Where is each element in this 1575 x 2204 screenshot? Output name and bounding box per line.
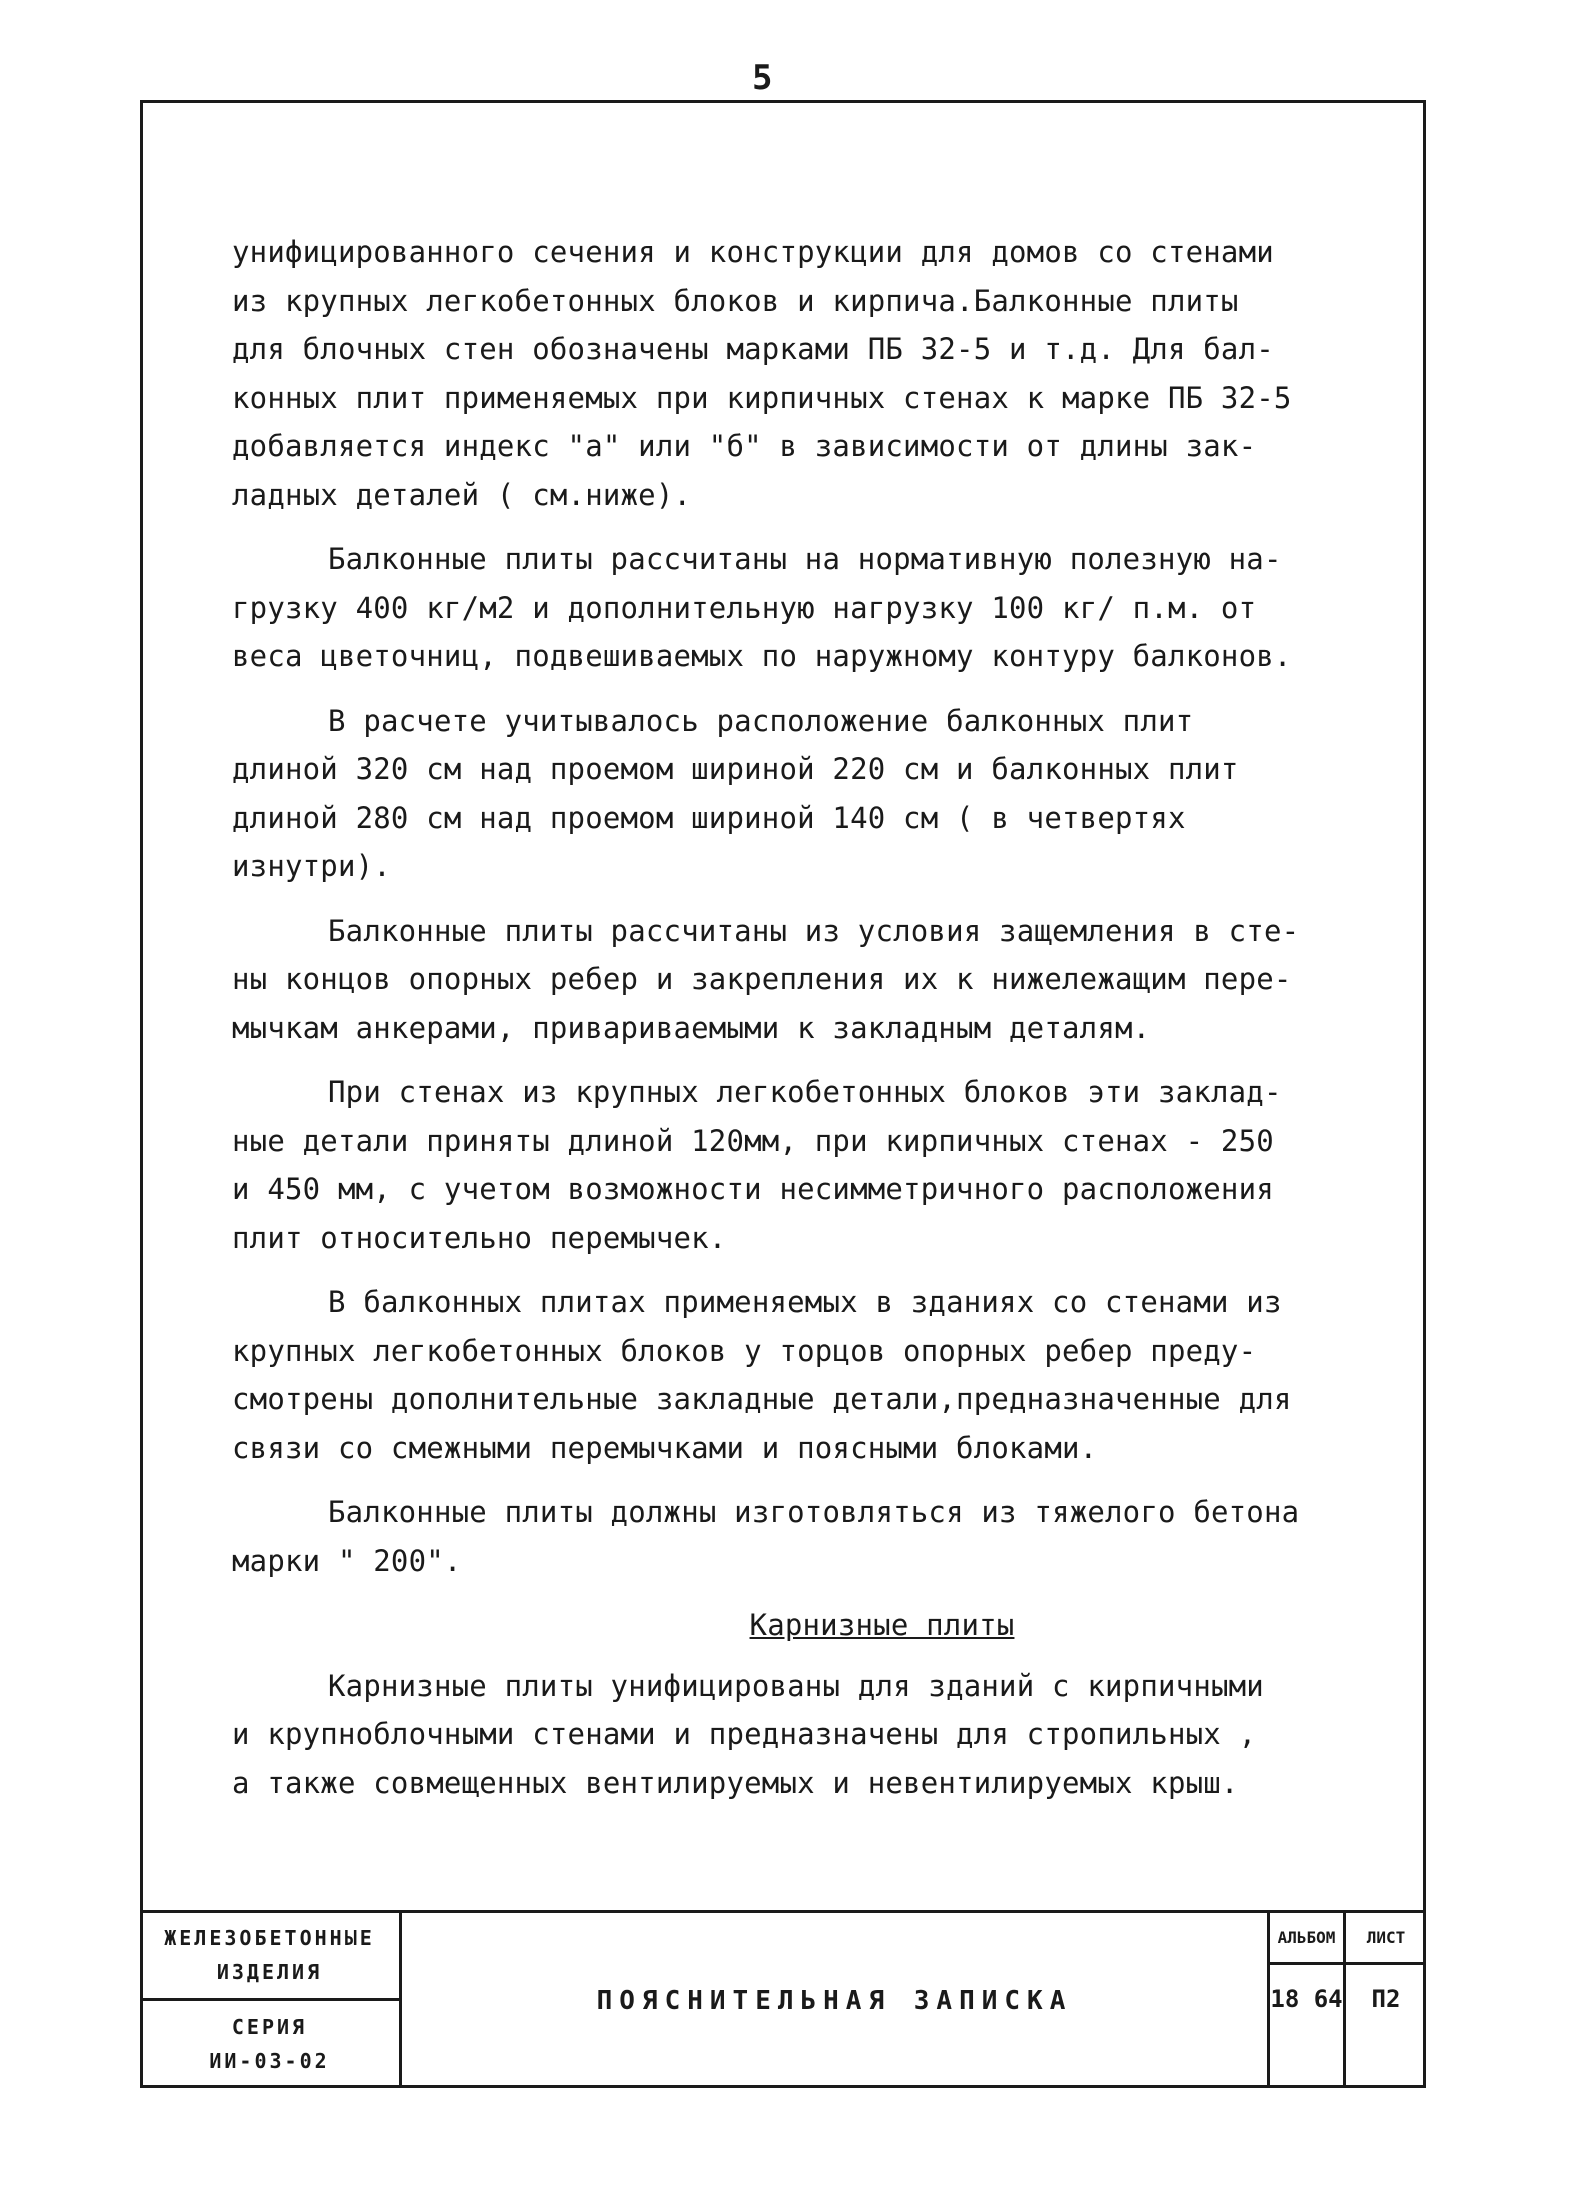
document-body	[232, 228, 1392, 1823]
text-line: изнутри).	[232, 849, 391, 883]
text-line: крупных легкобетонных блоков у торцов опорных ребер преду-	[232, 1333, 1257, 1368]
text-line: Балконные плиты рассчитаны из условия защемления в сте-	[328, 913, 1300, 948]
text-line: для блочных стен обозначены марками ПБ 32-5 и т.д. Для бал-	[232, 332, 1274, 366]
section-paragraph	[232, 1662, 1392, 1808]
text-line: грузку 400 кг/м2 и дополнительную нагрузку 100 кг/ п.м. от	[232, 590, 1257, 625]
text-line: При стенах из крупных легкобетонных блоков эти заклад-	[328, 1075, 1282, 1109]
title-block-series-code	[140, 2001, 399, 2089]
text-line: связи со смежными перемычками и поясными блоками.	[232, 1430, 1098, 1465]
text-line: Карнизные плиты унифицированы для зданий с кирпичными	[328, 1668, 1264, 1703]
page-number: 5	[752, 58, 773, 98]
text-line: ИЗДЕЛИЯ	[216, 1960, 323, 1985]
sheet-label: ЛИСТ	[1346, 1913, 1426, 1965]
text-line: и 450 мм, с учетом возможности несимметричного расположения	[232, 1172, 1274, 1206]
text-line: и крупноблочными стенами и предназначены для стропильных ,	[232, 1717, 1257, 1751]
text-line: конных плит применяемых при кирпичных стенах к марке ПБ 32-5	[232, 380, 1292, 415]
paragraph-1	[232, 228, 1392, 519]
text-line: из крупных легкобетонных блоков и кирпича.Балконные плиты	[232, 283, 1239, 318]
paragraph-4	[232, 907, 1392, 1053]
text-line: ладных деталей ( см.ниже).	[232, 477, 692, 512]
title-block-album	[1270, 1913, 1346, 2088]
text-line: смотрены дополнительные закладные детали,предназначенные для	[232, 1382, 1292, 1416]
text-line: длиной 280 см над проемом шириной 140 см ( в четвертях	[232, 800, 1186, 835]
document-title: ПОЯСНИТЕЛЬНАЯ ЗАПИСКА	[402, 1913, 1270, 2088]
text-line: добавляется индекс "а" или "б" в зависимости от длины зак-	[232, 429, 1257, 463]
text-line: Балконные плиты рассчитаны на нормативную полезную на-	[328, 542, 1282, 576]
text-line: ИИ-03-02	[209, 2049, 330, 2074]
paragraph-7	[232, 1488, 1392, 1585]
paragraph-5	[232, 1068, 1392, 1262]
section-title: Карнизные плиты	[749, 1608, 1015, 1642]
text-line: ЖЕЛЕЗОБЕТОННЫЕ	[164, 1926, 375, 1951]
title-block	[140, 1910, 1426, 2088]
album-value: 18 64	[1270, 1985, 1343, 2013]
text-line: ные детали приняты длиной 120мм, при кирпичных стенах - 250	[232, 1123, 1274, 1158]
sheet-value: П2	[1371, 1985, 1401, 2013]
text-line: веса цветочниц, подвешиваемых по наружному контуру балконов.	[232, 639, 1292, 673]
text-line: марки " 200".	[232, 1543, 462, 1578]
text-line: ны концов опорных ребер и закрепления их к нижележащим пере-	[232, 962, 1292, 996]
title-block-product-type	[140, 1913, 399, 2001]
title-block-sheet	[1346, 1913, 1426, 2088]
text-line: В расчете учитывалось расположение балконных плит	[328, 703, 1194, 738]
text-line: СЕРИЯ	[231, 2015, 308, 2040]
text-line: Балконные плиты должны изготовляться из тяжелого бетона	[328, 1495, 1300, 1529]
text-line: а также совмещенных вентилируемых и невентилируемых крыш.	[232, 1765, 1239, 1800]
paragraph-3	[232, 697, 1392, 891]
paragraph-2	[232, 535, 1392, 681]
album-label: АЛЬБОМ	[1270, 1913, 1343, 1965]
text-line: унифицированного сечения и конструкции для домов со стенами	[232, 235, 1274, 269]
paragraph-6	[232, 1278, 1392, 1472]
text-line: плит относительно перемычек.	[232, 1220, 727, 1255]
text-line: длиной 320 см над проемом шириной 220 см и балконных плит	[232, 752, 1239, 786]
title-block-series	[140, 1913, 402, 2088]
text-line: В балконных плитах применяемых в зданиях со стенами из	[328, 1285, 1282, 1319]
text-line: мычкам анкерами, привариваемыми к закладным деталям.	[232, 1010, 1151, 1045]
